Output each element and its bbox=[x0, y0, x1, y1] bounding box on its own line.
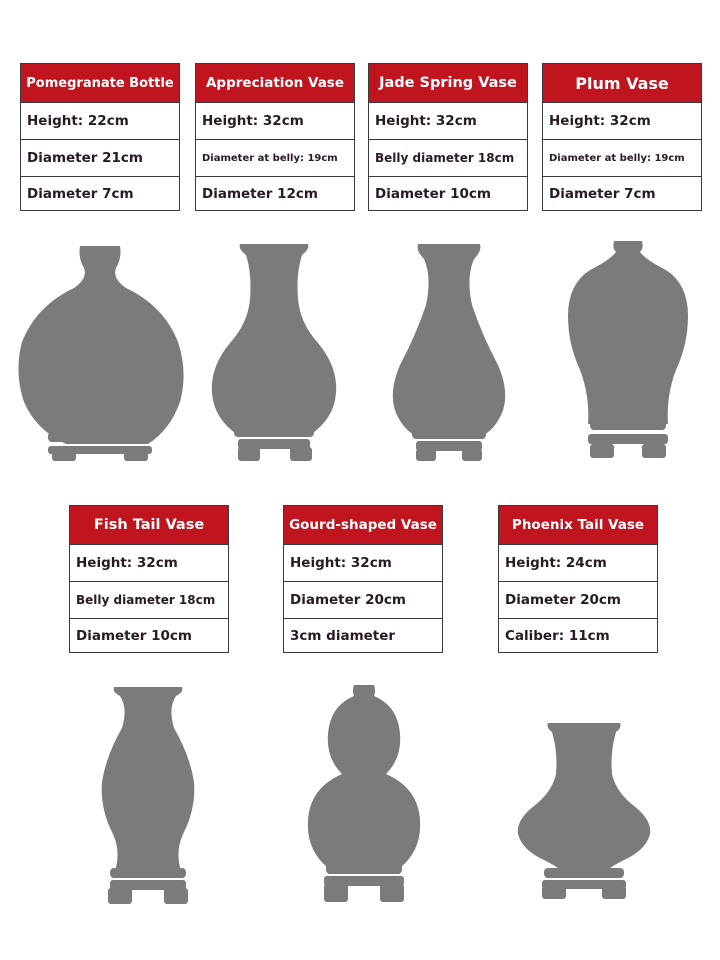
card-title: Plum Vase bbox=[543, 64, 701, 103]
spec-card-pomegranate-bottle bbox=[20, 63, 180, 211]
card-title: Appreciation Vase bbox=[196, 64, 354, 103]
spec-row-height: Height: 24cm bbox=[499, 545, 657, 582]
fish-tail-vase-icon bbox=[98, 686, 198, 908]
spec-row-mouth-diameter: 3cm diameter bbox=[290, 627, 396, 644]
spec-row-belly-diameter: Diameter 20cm bbox=[499, 582, 657, 619]
spec-row-belly-diameter: Diameter at belly: 19cm bbox=[543, 140, 701, 177]
spec-row-belly-diameter: Diameter 21cm bbox=[21, 140, 179, 177]
spec-card-gourd-shaped-vase bbox=[283, 505, 443, 653]
spec-row-mouth-diameter: Diameter 7cm bbox=[27, 185, 134, 202]
spec-row-height: Height: 32cm bbox=[284, 545, 442, 582]
spec-card-jade-spring-vase bbox=[368, 63, 528, 211]
appreciation-vase-icon bbox=[210, 243, 338, 463]
card-title: Jade Spring Vase bbox=[369, 64, 527, 103]
spec-card-fish-tail-vase bbox=[69, 505, 229, 653]
spec-card-plum-vase bbox=[542, 63, 702, 211]
spec-row-belly-diameter: Belly diameter 18cm bbox=[369, 140, 527, 177]
spec-row-caliber: Caliber: 11cm bbox=[505, 627, 610, 644]
spec-row-belly-diameter: Diameter at belly: 19cm bbox=[196, 140, 354, 177]
spec-row-height: Height: 32cm bbox=[196, 103, 354, 140]
spec-row-height: Height: 22cm bbox=[21, 103, 179, 140]
jade-spring-vase-icon bbox=[390, 243, 508, 463]
spec-row-belly-diameter: Diameter 20cm bbox=[284, 582, 442, 619]
spec-row-belly-diameter: Belly diameter 18cm bbox=[70, 582, 228, 619]
spec-row-mouth-diameter: Diameter 10cm bbox=[375, 185, 491, 202]
plum-vase-icon bbox=[566, 240, 690, 462]
spec-row-mouth-diameter: Diameter 7cm bbox=[549, 185, 656, 202]
gourd-vase-icon bbox=[306, 684, 422, 906]
card-title: Phoenix Tail Vase bbox=[499, 506, 657, 545]
spec-row-mouth-diameter: Diameter 10cm bbox=[76, 627, 192, 644]
card-title: Pomegranate Bottle bbox=[21, 64, 179, 103]
pomegranate-bottle-icon bbox=[14, 244, 186, 462]
card-title: Gourd-shaped Vase bbox=[284, 506, 442, 545]
spec-row-mouth-diameter: Diameter 12cm bbox=[202, 185, 318, 202]
spec-row-height: Height: 32cm bbox=[70, 545, 228, 582]
spec-card-phoenix-tail-vase bbox=[498, 505, 658, 653]
phoenix-tail-vase-icon bbox=[516, 722, 652, 900]
spec-card-appreciation-vase bbox=[195, 63, 355, 211]
spec-row-height: Height: 32cm bbox=[543, 103, 701, 140]
spec-row-height: Height: 32cm bbox=[369, 103, 527, 140]
card-title: Fish Tail Vase bbox=[70, 506, 228, 545]
